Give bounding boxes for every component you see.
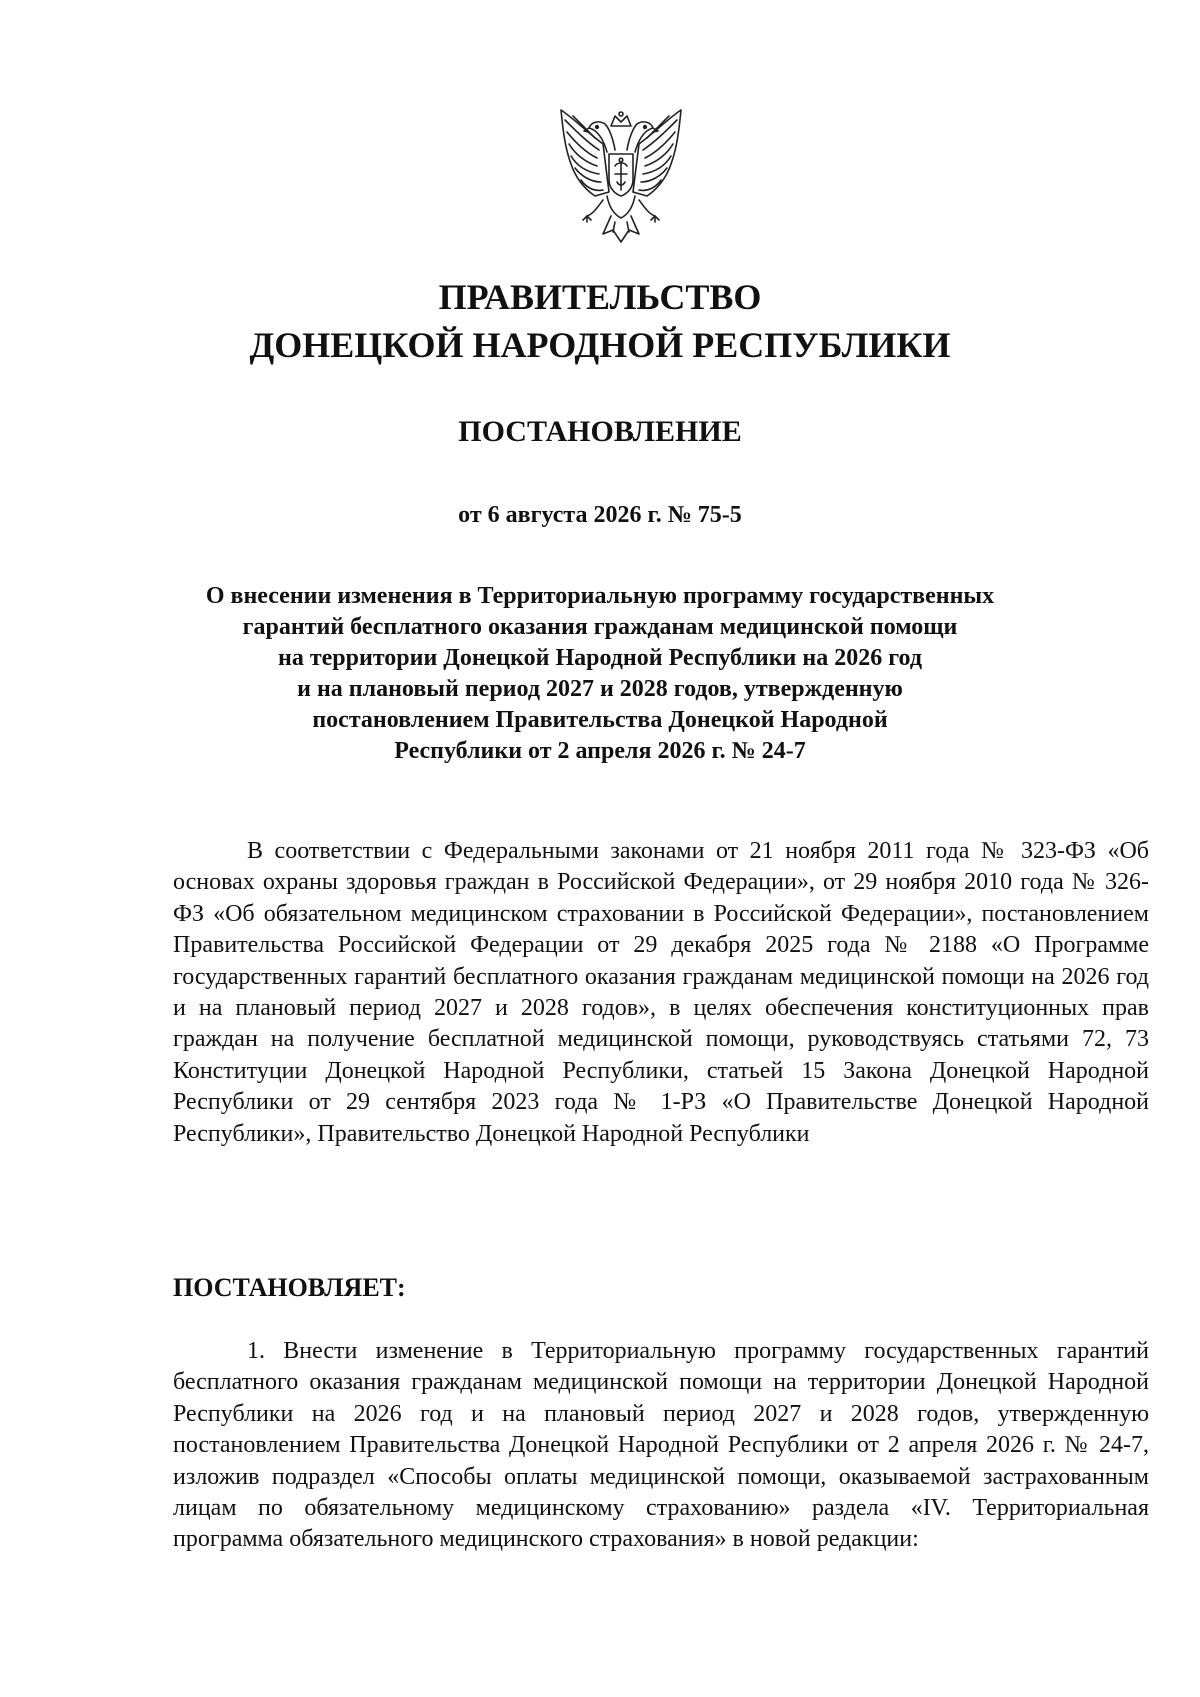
subject-line: на территории Донецкой Народной Республики на 2026 год: [278, 645, 922, 671]
issuing-authority: [0, 273, 1200, 369]
authority-line-1: ПРАВИТЕЛЬСТВО: [438, 277, 762, 317]
dpr-coat-of-arms-icon: [553, 108, 689, 260]
resolves-heading: ПОСТАНОВЛЯЕТ:: [173, 1273, 406, 1302]
subject-line: гарантий бесплатного оказания гражданам медицинской помощи: [242, 614, 958, 640]
subject-line: постановлением Правительства Донецкой Народной: [312, 707, 888, 733]
document-date-number: от 6 августа 2026 г. № 75-5: [458, 502, 742, 528]
document-type: ПОСТАНОВЛЕНИЕ: [458, 415, 742, 448]
subject-line: Республики от 2 апреля 2026 г. № 24-7: [394, 738, 806, 764]
subject-line: О внесении изменения в Территориальную программу государственных: [205, 583, 995, 609]
subject-line: и на плановый период 2027 и 2028 годов, утвержденную: [297, 676, 903, 702]
document-subject: [0, 581, 1200, 767]
preamble-paragraph: В соответствии с Федеральными законами от 21 ноября 2011 года № 323-ФЗ «Об основах охраны здоровья граждан в Российской Федерации», от 29 ноября 2010 года № 326-ФЗ «Об обязательном медицинском страховании в Российской Федерации», постановлением Правительства Российской Федерации от 29 декабря 2025 года № 2188 «О Программе государственных гарантий бесплатного оказания гражданам медицинской помощи на 2026 год и на плановый период 2027 и 2028 годов», в целях обеспечения конституционных прав граждан на получение бесплатной медицинской помощи, руководствуясь статьями 72, 73 Конституции Донецкой Народной Республики, статьей 15 Закона Донецкой Народной Республики от 29 сентября 2023 года № 1-РЗ «О Правительстве Донецкой Народной Республики», Правительство Донецкой Народной Республики: [173, 838, 1149, 1147]
item-1-paragraph: 1. Внести изменение в Территориальную программу государственных гарантий бесплатного оказания гражданам медицинской помощи на территории Донецкой Народной Республики на 2026 год и на плановый период 2027 и 2028 годов, утвержденную постановлением Правительства Донецкой Народной Республики от 2 апреля 2026 г. № 24-7, изложив подраздел «Способы оплаты медицинской помощи, оказываемой застрахованным лицам по обязательному медицинскому страхованию» раздела «IV. Территориальная программа обязательного медицинского страхования» в новой редакции:: [173, 1338, 1149, 1553]
authority-line-2: ДОНЕЦКОЙ НАРОДНОЙ РЕСПУБЛИКИ: [249, 325, 951, 365]
